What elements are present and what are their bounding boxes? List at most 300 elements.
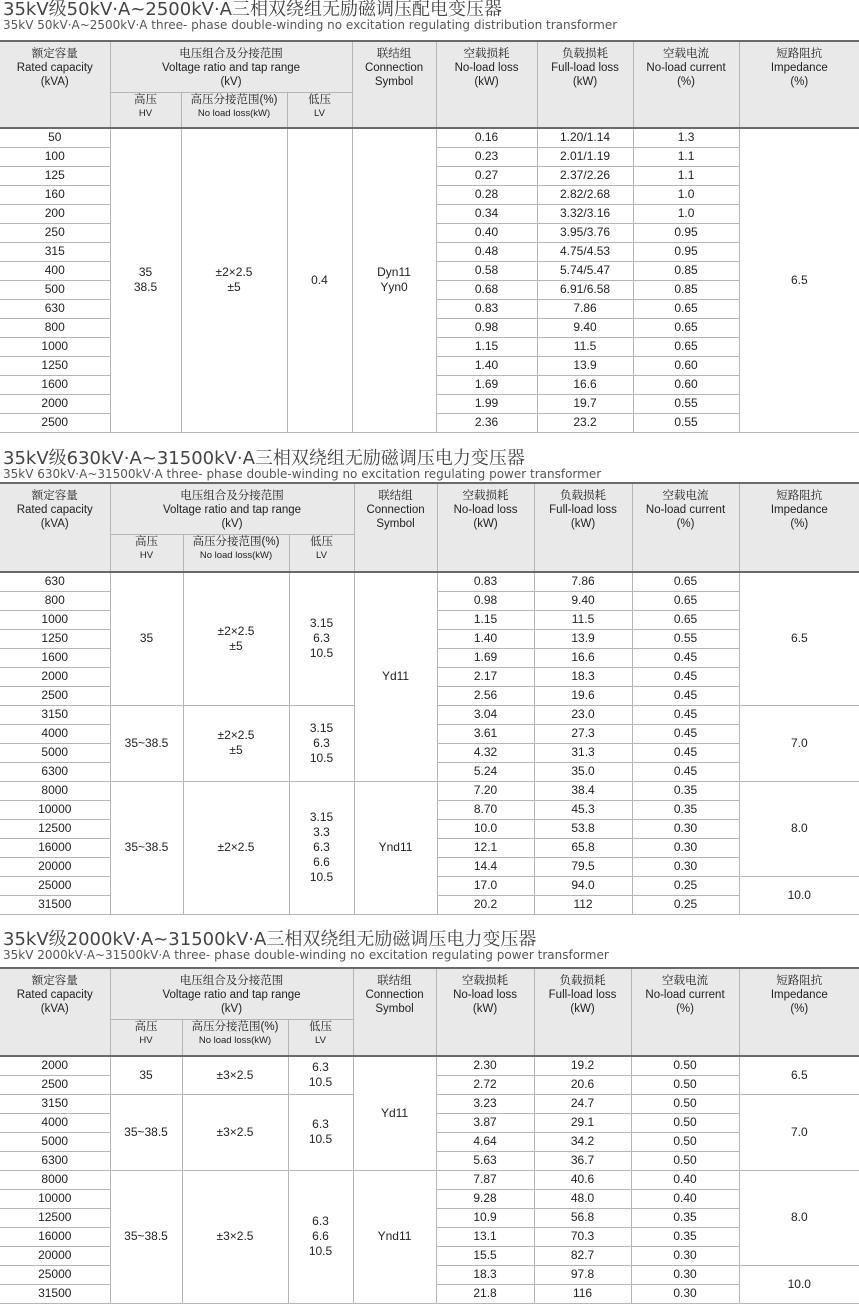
cell-noload-loss: 7.87	[436, 1170, 534, 1189]
cell-noload-current: 0.35	[632, 800, 739, 819]
cell-rated-capacity: 25000	[0, 876, 110, 895]
header-lv-line: LV	[315, 1034, 326, 1046]
header-connection-symbol	[353, 968, 436, 1056]
header-tap-range-line: No load loss(kW)	[197, 107, 271, 119]
header-impedance	[739, 41, 859, 128]
header-noload-loss-line: 空载损耗	[462, 490, 509, 502]
cell-rated-capacity: 800	[0, 318, 110, 337]
cell-impedance-line: 10.0	[787, 887, 811, 902]
cell-noload-current: 0.65	[632, 610, 739, 629]
header-voltage-ratio-line: Voltage ratio and tap range	[162, 989, 301, 1001]
header-full-load-loss	[534, 968, 631, 1056]
header-lv-line: LV	[314, 107, 325, 119]
cell-full-load-loss: 112	[534, 895, 632, 914]
cell-rated-capacity: 8000	[0, 781, 110, 800]
cell-noload-loss: 2.56	[437, 686, 534, 705]
header-lv-line: 低压	[309, 1020, 333, 1033]
cell-noload-loss: 0.58	[436, 261, 537, 280]
cell-hv	[110, 1170, 182, 1303]
cell-noload-current: 0.95	[633, 223, 739, 242]
cell-rated-capacity: 1600	[0, 648, 110, 667]
cell-tap-range	[181, 128, 287, 432]
spec-table	[0, 967, 859, 1304]
cell-impedance	[739, 1265, 859, 1303]
cell-connection-symbol-line: Yyn0	[380, 280, 408, 295]
header-tap-range	[181, 92, 287, 128]
cell-rated-capacity: 2500	[0, 686, 110, 705]
cell-full-load-loss: 27.3	[534, 724, 632, 743]
header-impedance-line: 短路阻抗	[776, 490, 823, 502]
cell-rated-capacity: 2000	[0, 667, 110, 686]
cell-noload-current: 0.55	[632, 629, 739, 648]
cell-full-load-loss: 16.6	[534, 648, 632, 667]
header-impedance	[739, 968, 859, 1056]
cell-noload-loss: 2.30	[436, 1056, 534, 1075]
cell-noload-loss: 10.9	[436, 1208, 534, 1227]
header-full-load-loss-line: 负载损耗	[560, 490, 607, 502]
header-full-load-loss-line: Full-load loss	[551, 62, 619, 74]
cell-noload-current: 0.40	[631, 1170, 739, 1189]
cell-full-load-loss: 24.7	[534, 1094, 631, 1113]
cell-noload-loss: 7.20	[437, 781, 534, 800]
header-voltage-ratio-line: 电压组合及分接范围	[179, 975, 284, 987]
header-rated-capacity-line: (kVA)	[40, 1003, 69, 1015]
cell-tap-range-line: ±3×2.5	[216, 1229, 254, 1243]
cell-noload-current: 0.30	[632, 819, 739, 838]
cell-noload-current: 0.45	[632, 667, 739, 686]
header-rated-capacity-line: Rated capacity	[16, 989, 93, 1001]
header-noload-loss-line: No-load loss	[454, 62, 519, 74]
header-hv	[110, 92, 181, 128]
header-connection-symbol-line: Connection	[364, 62, 424, 74]
cell-full-load-loss: 23.2	[537, 413, 633, 432]
cell-noload-current: 0.45	[632, 686, 739, 705]
header-noload-current-line: 空载电流	[662, 975, 709, 987]
cell-noload-loss: 15.5	[436, 1246, 534, 1265]
cell-impedance	[739, 572, 859, 705]
header-row	[0, 483, 859, 534]
cell-noload-current: 1.0	[633, 185, 739, 204]
cell-hv-line: 38.5	[133, 280, 158, 295]
header-rated-capacity-line: Rated capacity	[16, 62, 93, 74]
cell-full-load-loss: 7.86	[537, 299, 633, 318]
header-hv-line: HV	[139, 1034, 153, 1046]
cell-rated-capacity: 630	[0, 572, 110, 591]
header-connection-symbol	[354, 483, 437, 572]
cell-hv	[110, 1094, 182, 1170]
cell-rated-capacity: 400	[0, 261, 110, 280]
cell-lv	[289, 781, 354, 914]
cell-rated-capacity: 2500	[0, 413, 110, 432]
table-row	[0, 572, 859, 591]
cell-rated-capacity: 20000	[0, 857, 110, 876]
header-noload-loss-line: No-load loss	[453, 989, 517, 1001]
cell-full-load-loss: 19.7	[537, 394, 633, 413]
header-full-load-loss-line: 负载损耗	[562, 48, 609, 60]
header-tap-range-line: No load loss(kW)	[198, 1034, 272, 1046]
cell-hv	[110, 128, 181, 432]
header-noload-loss-line: No-load loss	[453, 504, 518, 516]
header-hv	[110, 1019, 182, 1056]
header-voltage-ratio-line: 电压组合及分接范围	[179, 48, 283, 60]
cell-full-load-loss: 56.8	[534, 1208, 631, 1227]
cell-noload-loss: 4.64	[436, 1132, 534, 1151]
cell-rated-capacity: 5000	[0, 1132, 110, 1151]
cell-lv-line: 3.15	[309, 810, 334, 824]
cell-noload-current: 0.30	[632, 857, 739, 876]
header-voltage-ratio-line: (kV)	[220, 76, 242, 88]
cell-tap-range-line: ±3×2.5	[216, 1067, 254, 1082]
cell-impedance-line: 8.0	[790, 821, 808, 835]
header-connection-symbol-line: Symbol	[375, 1003, 414, 1015]
header-noload-current	[632, 483, 739, 572]
header-voltage-ratio	[110, 483, 354, 534]
header-full-load-loss-line: 负载损耗	[559, 975, 606, 987]
cell-rated-capacity: 6300	[0, 1151, 110, 1170]
header-hv-line: 高压	[134, 93, 157, 106]
cell-connection-symbol-line: Ynd11	[378, 840, 413, 854]
cell-noload-current: 0.45	[632, 648, 739, 667]
cell-hv	[110, 572, 183, 705]
cell-tap-range-line: ±2×2.5	[217, 623, 255, 638]
cell-full-load-loss: 11.5	[537, 337, 633, 356]
header-voltage-ratio-line: Voltage ratio and tap range	[161, 62, 301, 74]
cell-rated-capacity: 10000	[0, 800, 110, 819]
cell-full-load-loss: 18.3	[534, 667, 632, 686]
cell-full-load-loss: 2.37/2.26	[537, 166, 633, 185]
cell-tap-range	[182, 1094, 288, 1170]
header-lv-line: 低压	[310, 535, 334, 548]
table-row	[0, 781, 859, 800]
cell-noload-loss: 1.40	[436, 356, 537, 375]
cell-noload-loss: 1.69	[436, 375, 537, 394]
cell-noload-loss: 4.32	[437, 743, 534, 762]
cell-full-load-loss: 35.0	[534, 762, 632, 781]
cell-lv	[287, 128, 352, 432]
cell-connection-symbol	[354, 781, 437, 914]
cell-full-load-loss: 20.6	[534, 1075, 631, 1094]
cell-full-load-loss: 9.40	[537, 318, 633, 337]
header-voltage-ratio-line: (kV)	[220, 1003, 243, 1015]
cell-rated-capacity: 315	[0, 242, 110, 261]
cell-rated-capacity: 630	[0, 299, 110, 318]
cell-connection-symbol-line: Yd11	[380, 1105, 409, 1120]
cell-noload-loss: 1.69	[437, 648, 534, 667]
cell-lv-line: 6.3	[313, 631, 330, 646]
cell-lv-line: 10.5	[309, 646, 334, 661]
cell-noload-loss: 1.99	[436, 394, 537, 413]
header-voltage-ratio	[110, 968, 353, 1019]
header-rated-capacity	[0, 968, 110, 1056]
cell-lv-line: 6.3	[312, 1117, 329, 1131]
cell-impedance-line: 7.0	[790, 735, 808, 750]
cell-noload-current: 0.50	[631, 1113, 739, 1132]
cell-connection-symbol-line: Dyn11	[377, 265, 411, 280]
cell-rated-capacity: 160	[0, 185, 110, 204]
cell-rated-capacity: 1250	[0, 629, 110, 648]
header-noload-loss-line: (kW)	[472, 1003, 498, 1015]
cell-rated-capacity: 12500	[0, 1208, 110, 1227]
cell-rated-capacity: 10000	[0, 1189, 110, 1208]
table-row	[0, 1056, 859, 1075]
header-noload-loss	[437, 483, 534, 572]
header-connection-symbol-line: Connection	[365, 989, 424, 1001]
header-tap-range	[183, 534, 289, 572]
cell-impedance-line: 7.0	[790, 1124, 808, 1139]
cell-tap-range	[183, 572, 289, 705]
cell-full-load-loss: 97.8	[534, 1265, 631, 1284]
cell-noload-current: 0.30	[631, 1284, 739, 1303]
header-full-load-loss-line: Full-load loss	[549, 504, 617, 516]
cell-lv-line: 10.5	[308, 1075, 333, 1090]
cell-noload-loss: 3.87	[436, 1113, 534, 1132]
cell-lv-line: 6.6	[312, 1229, 329, 1243]
cell-noload-loss: 2.36	[436, 413, 537, 432]
cell-hv	[110, 1056, 182, 1094]
cell-lv	[288, 1056, 353, 1094]
cell-impedance	[739, 1170, 859, 1265]
cell-rated-capacity: 16000	[0, 838, 110, 857]
cell-noload-loss: 13.1	[436, 1227, 534, 1246]
header-hv	[110, 534, 183, 572]
cell-hv	[110, 705, 183, 781]
cell-tap-range-line: ±5	[229, 638, 243, 653]
cell-full-load-loss: 19.6	[534, 686, 632, 705]
cell-noload-current: 0.50	[631, 1132, 739, 1151]
cell-noload-current: 0.50	[631, 1075, 739, 1094]
header-noload-current-line: (%)	[676, 518, 695, 530]
header-tap-range-line: 高压分接范围(%)	[191, 1020, 279, 1033]
cell-noload-loss: 5.24	[437, 762, 534, 781]
section-subtitle: 35kV 50kV·A~2500kV·A three- phase double-winding no excitation regulating distribution transformer	[3, 18, 618, 32]
cell-rated-capacity: 5000	[0, 743, 110, 762]
cell-noload-current: 1.1	[633, 166, 739, 185]
cell-noload-loss: 0.48	[436, 242, 537, 261]
cell-noload-current: 0.35	[631, 1227, 739, 1246]
cell-noload-current: 0.30	[631, 1246, 739, 1265]
cell-noload-current: 0.65	[632, 591, 739, 610]
cell-full-load-loss: 36.7	[534, 1151, 631, 1170]
header-rated-capacity-line: Rated capacity	[16, 504, 93, 516]
cell-connection-symbol	[353, 1170, 436, 1303]
cell-rated-capacity: 3150	[0, 705, 110, 724]
cell-full-load-loss: 45.3	[534, 800, 632, 819]
header-full-load-loss-line: (kW)	[570, 518, 596, 530]
cell-noload-current: 0.30	[632, 838, 739, 857]
cell-noload-loss: 2.72	[436, 1075, 534, 1094]
cell-rated-capacity: 100	[0, 147, 110, 166]
cell-rated-capacity: 800	[0, 591, 110, 610]
cell-full-load-loss: 16.6	[537, 375, 633, 394]
header-voltage-ratio-line: 电压组合及分接范围	[180, 490, 284, 502]
cell-full-load-loss: 13.9	[534, 629, 632, 648]
cell-full-load-loss: 13.9	[537, 356, 633, 375]
cell-noload-current: 0.65	[633, 299, 739, 318]
cell-noload-loss: 1.15	[436, 337, 537, 356]
cell-tap-range-line: ±5	[227, 280, 241, 295]
cell-connection-symbol	[352, 128, 436, 432]
cell-lv	[288, 1094, 353, 1170]
cell-full-load-loss: 2.01/1.19	[537, 147, 633, 166]
cell-impedance-line: 6.5	[790, 631, 808, 646]
cell-full-load-loss: 9.40	[534, 591, 632, 610]
cell-full-load-loss: 4.75/4.53	[537, 242, 633, 261]
cell-rated-capacity: 50	[0, 128, 110, 147]
cell-hv-line: 35~38.5	[124, 1124, 168, 1139]
cell-noload-current: 0.50	[631, 1094, 739, 1113]
cell-lv-line: 10.5	[308, 1132, 333, 1146]
header-noload-loss-line: 空载损耗	[462, 975, 509, 987]
header-voltage-ratio-line: (kV)	[221, 518, 243, 530]
cell-noload-current: 0.35	[631, 1208, 739, 1227]
header-rated-capacity	[0, 483, 110, 572]
cell-noload-loss: 1.15	[437, 610, 534, 629]
cell-noload-loss: 0.83	[436, 299, 537, 318]
cell-full-load-loss: 5.74/5.47	[537, 261, 633, 280]
cell-tap-range-line: ±3×2.5	[216, 1124, 254, 1139]
header-connection-symbol-line: Connection	[366, 504, 425, 516]
header-noload-current-line: No-load current	[645, 504, 726, 516]
cell-noload-loss: 0.40	[436, 223, 537, 242]
table-row	[0, 128, 859, 147]
cell-lv-line: 3.15	[309, 616, 334, 631]
cell-full-load-loss: 19.2	[534, 1056, 631, 1075]
header-noload-current-line: No-load current	[646, 62, 726, 74]
cell-full-load-loss: 7.86	[534, 572, 632, 591]
cell-noload-current: 0.55	[633, 413, 739, 432]
cell-noload-loss: 12.1	[437, 838, 534, 857]
cell-rated-capacity: 250	[0, 223, 110, 242]
cell-noload-loss: 0.68	[436, 280, 537, 299]
cell-noload-current: 0.50	[631, 1056, 739, 1075]
cell-impedance-line: 10.0	[787, 1276, 811, 1291]
header-noload-loss-line: 空载损耗	[463, 48, 510, 60]
cell-noload-current: 0.45	[632, 724, 739, 743]
cell-noload-loss: 1.40	[437, 629, 534, 648]
header-voltage-ratio-line: Voltage ratio and tap range	[162, 504, 302, 516]
header-connection-symbol-line: 联结组	[378, 490, 413, 502]
cell-impedance	[739, 1094, 859, 1170]
header-lv-line: LV	[316, 549, 327, 561]
cell-impedance	[739, 781, 859, 876]
cell-noload-current: 0.50	[631, 1151, 739, 1170]
cell-rated-capacity: 1250	[0, 356, 110, 375]
header-full-load-loss-line: Full-load loss	[548, 989, 617, 1001]
header-voltage-ratio	[110, 41, 352, 92]
cell-rated-capacity: 3150	[0, 1094, 110, 1113]
cell-noload-current: 0.55	[633, 394, 739, 413]
cell-noload-current: 0.85	[633, 280, 739, 299]
header-row	[0, 968, 859, 1019]
cell-full-load-loss: 65.8	[534, 838, 632, 857]
header-noload-loss	[436, 968, 534, 1056]
header-hv-line: HV	[139, 549, 154, 561]
cell-impedance-line: 8.0	[790, 1210, 808, 1224]
cell-impedance-line: 6.5	[790, 1067, 808, 1082]
cell-noload-current: 0.45	[632, 705, 739, 724]
cell-noload-loss: 2.17	[437, 667, 534, 686]
cell-tap-range-line: ±2×2.5	[217, 728, 255, 742]
header-connection-symbol-line: Symbol	[374, 76, 414, 88]
cell-rated-capacity: 2000	[0, 1056, 110, 1075]
header-noload-current	[631, 968, 739, 1056]
cell-noload-loss: 9.28	[436, 1189, 534, 1208]
cell-rated-capacity: 4000	[0, 724, 110, 743]
cell-lv-line: 0.4	[311, 272, 328, 287]
cell-connection-symbol-line: Yd11	[381, 669, 410, 684]
header-hv-line: HV	[138, 107, 153, 119]
cell-noload-current: 1.3	[633, 128, 739, 147]
cell-lv-line: 6.3	[312, 1060, 329, 1075]
cell-full-load-loss: 82.7	[534, 1246, 631, 1265]
header-lv	[287, 92, 352, 128]
cell-connection-symbol	[353, 1056, 436, 1170]
cell-noload-loss: 3.23	[436, 1094, 534, 1113]
cell-noload-loss: 14.4	[437, 857, 534, 876]
cell-rated-capacity: 125	[0, 166, 110, 185]
cell-full-load-loss: 6.91/6.58	[537, 280, 633, 299]
header-hv-line: 高压	[134, 1020, 158, 1033]
cell-noload-loss: 0.16	[436, 128, 537, 147]
cell-rated-capacity: 20000	[0, 1246, 110, 1265]
cell-impedance	[739, 876, 859, 914]
cell-connection-symbol	[354, 572, 437, 781]
cell-impedance-line: 6.5	[790, 272, 808, 287]
header-full-load-loss	[537, 41, 633, 128]
header-noload-loss-line: (kW)	[474, 76, 499, 88]
header-hv-line: 高压	[135, 535, 158, 548]
header-rated-capacity-line: (kVA)	[40, 518, 69, 530]
header-lv-line: 低压	[308, 93, 332, 106]
cell-rated-capacity: 200	[0, 204, 110, 223]
header-lv	[288, 1019, 353, 1056]
header-rated-capacity-line: 额定容量	[31, 490, 78, 502]
header-impedance-line: (%)	[790, 76, 809, 88]
cell-impedance	[739, 705, 859, 781]
cell-lv	[288, 1170, 353, 1303]
cell-full-load-loss: 3.32/3.16	[537, 204, 633, 223]
cell-impedance	[739, 128, 859, 432]
cell-noload-current: 1.1	[633, 147, 739, 166]
cell-tap-range	[183, 705, 289, 781]
header-full-load-loss-line: (kW)	[572, 76, 598, 88]
cell-hv-line: 35	[138, 265, 153, 280]
cell-rated-capacity: 1000	[0, 610, 110, 629]
cell-lv-line: 6.3	[313, 735, 330, 750]
header-noload-loss-line: (kW)	[473, 518, 498, 530]
cell-hv-line: 35~38.5	[124, 1229, 168, 1243]
header-impedance	[739, 483, 859, 572]
cell-noload-loss: 0.98	[436, 318, 537, 337]
cell-noload-loss: 0.27	[436, 166, 537, 185]
cell-noload-loss: 21.8	[436, 1284, 534, 1303]
cell-hv-line: 35	[139, 1067, 153, 1082]
cell-hv	[110, 781, 183, 914]
cell-hv-line: 35	[139, 631, 154, 646]
cell-lv-line: 10.5	[309, 870, 334, 884]
cell-noload-current: 0.65	[633, 337, 739, 356]
cell-rated-capacity: 4000	[0, 1113, 110, 1132]
cell-rated-capacity: 31500	[0, 1284, 110, 1303]
section-title: 35kV级2000kV·A~31500kV·A三相双绕组无励磁调压电力变压器	[3, 929, 537, 950]
cell-full-load-loss: 53.8	[534, 819, 632, 838]
cell-noload-current: 0.65	[632, 572, 739, 591]
spec-table	[0, 482, 859, 915]
cell-noload-current: 0.35	[632, 781, 739, 800]
header-tap-range	[182, 1019, 288, 1056]
cell-lv-line: 6.6	[313, 855, 330, 869]
cell-noload-loss: 0.28	[436, 185, 537, 204]
